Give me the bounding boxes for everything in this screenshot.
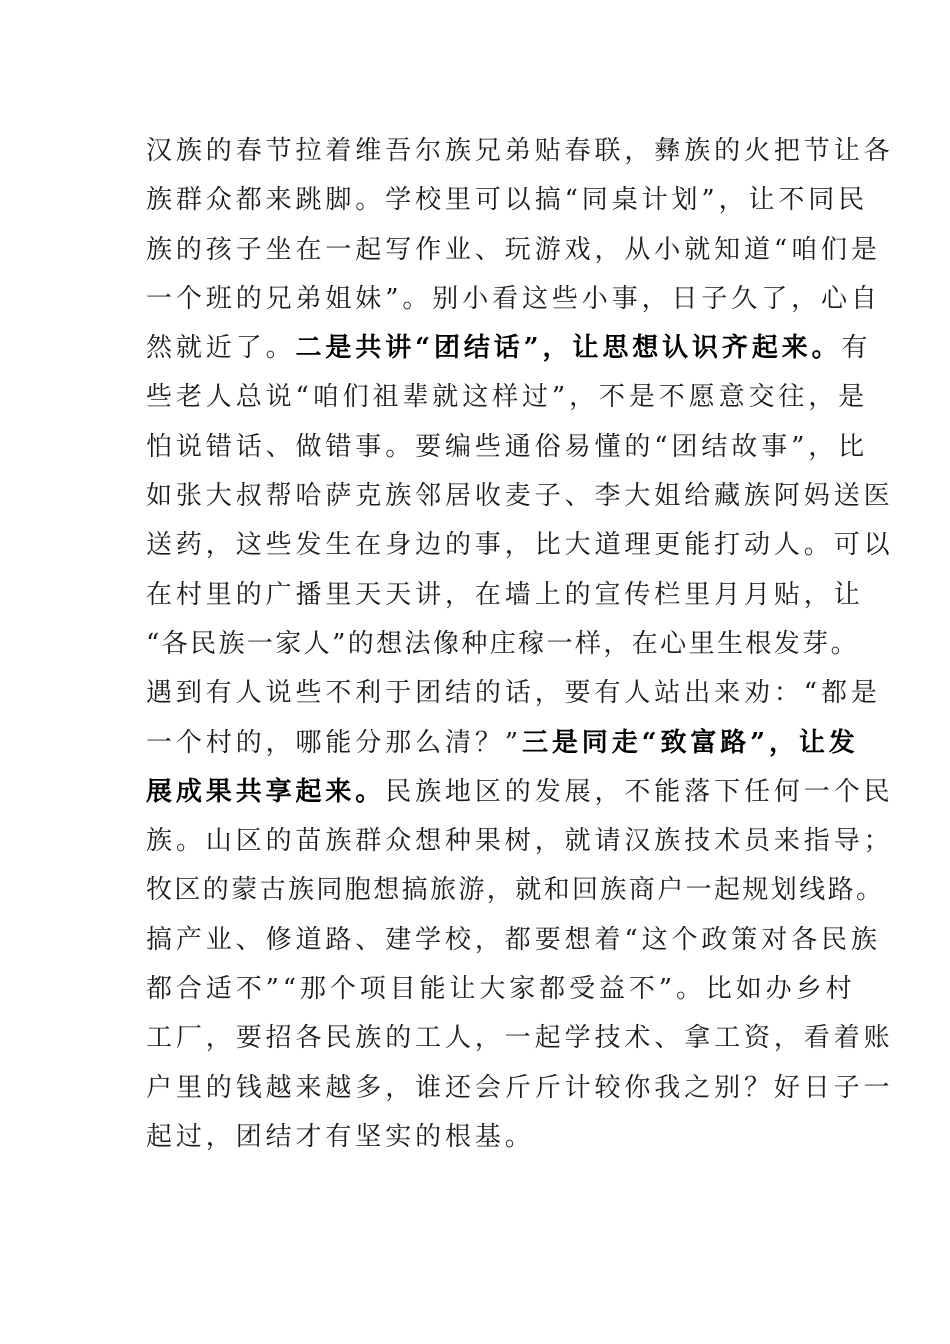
text-line-2: [146, 176, 869, 225]
text-run: 有: [841, 333, 872, 364]
body-paragraph: [146, 127, 894, 1162]
text-run: 搞产业、修道路、建学校，都要想着“这个政策对各民族: [146, 924, 881, 955]
text-run: 汉族的春节拉着维吾尔族兄弟贴春联，彝族的火把节让各: [146, 136, 894, 166]
text-line-15: [146, 817, 894, 866]
text-line-1: [146, 127, 894, 176]
text-line-16: [146, 866, 885, 915]
text-run: 工厂，要招各民族的工人，一起学技术、拿工资，看着账: [146, 1023, 894, 1054]
text-line-7: [146, 423, 869, 472]
bold-heading-2: 二是共讲“团结话”，让思想认识齐起来。: [295, 333, 842, 364]
text-run: 户里的钱越来越多，谁还会斤斤计较你我之别？好日子一: [146, 1072, 894, 1103]
text-run: 在村里的广播里天天讲，在墙上的宣传栏里月月贴，让: [146, 579, 864, 610]
text-run: 族群众都来跳脚。学校里可以搞“同桌计划”，让不同民: [146, 185, 869, 216]
text-line-9: [146, 521, 894, 570]
text-run: 些老人总说“咱们祖辈就这样过”，不是不愿意交往，是: [146, 382, 869, 413]
text-line-13: [146, 719, 859, 768]
text-line-8: [146, 472, 894, 521]
text-run: 送药，这些发生在身边的事，比大道理更能打动人。可以: [146, 530, 894, 561]
text-line-6: [146, 373, 869, 422]
text-run: 都合适不”“那个项目能让大家都受益不”。比如办乡村: [146, 974, 856, 1005]
text-line-20: [146, 1064, 894, 1113]
text-line-19: [146, 1014, 894, 1063]
text-run: 起过，团结才有坚实的根基。: [146, 1121, 535, 1152]
text-line-12: [146, 669, 881, 718]
text-line-17: [146, 916, 881, 965]
text-run: 怕说错话、做错事。要编些通俗易懂的“团结故事”，比: [146, 431, 869, 462]
bold-heading-3: 三是同走“致富路”，让发: [522, 727, 859, 758]
text-line-11: [146, 620, 859, 669]
text-run: 牧区的蒙古族同胞想搞旅游，就和回族商户一起规划线路。: [146, 875, 885, 906]
text-line-3: [146, 226, 881, 275]
text-run: 族。山区的苗族群众想种果树，就请汉族技术员来指导；: [146, 826, 894, 857]
text-run: 一个班的兄弟姐妹”。别小看这些小事，日子久了，心自: [146, 283, 881, 314]
text-run: “各民族一家人”的想法像种庄稼一样，在心里生根发芽。: [146, 628, 859, 659]
text-line-4: [146, 275, 881, 324]
text-line-14: [146, 768, 894, 817]
text-run: 如张大叔帮哈萨克族邻居收麦子、李大姐给藏族阿妈送医: [146, 481, 894, 512]
text-run: 遇到有人说些不利于团结的话，要有人站出来劝：“都是: [146, 678, 881, 709]
text-line-18: [146, 965, 856, 1014]
text-run: 民族地区的发展，不能落下任何一个民: [385, 776, 894, 807]
text-line-5: [146, 324, 872, 373]
text-run: 一个村的，哪能分那么清？”: [146, 727, 522, 758]
text-line-21: [146, 1113, 806, 1162]
text-run: 族的孩子坐在一起写作业、玩游戏，从小就知道“咱们是: [146, 234, 881, 265]
bold-heading-3-cont: 展成果共享起来。: [146, 776, 386, 807]
text-run: 然就近了。: [146, 333, 296, 364]
text-line-10: [146, 571, 864, 620]
